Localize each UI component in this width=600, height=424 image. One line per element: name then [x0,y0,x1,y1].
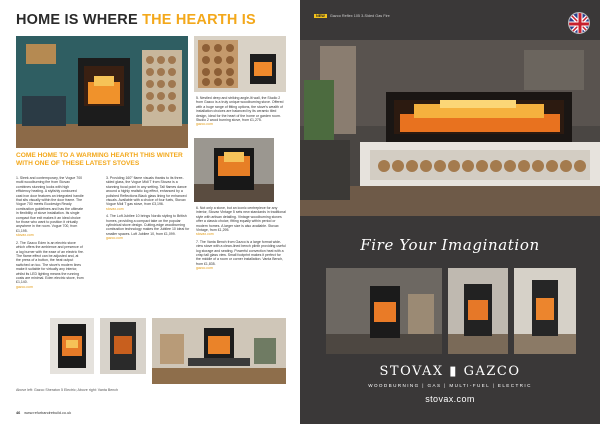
subheading: COME HOME TO A WARMING HEARTH THIS WINTER WITH ONE OF THESE LATEST STOVES [16,152,183,167]
footer-url[interactable]: www.refurbandrebuild.co.uk [24,411,72,415]
item-7-text: 7. The Vanta Bench from Gazco is a large format wide-view stove with a clean-lined bench plinth providing useful log storage and seating. Powerful convection heat with a crisp tall glass view. Small footprint makes it perfect for the middle of a room or corner installation. Vanta Bench, from £1,835. [196,239,286,266]
item-5-text: 5. Nestled deep and striking angle-lit wall, the Studio 2 from Gazco is a truly unique woodburning stove. Offered with a huge range of fitting options, the stove's wealth of installation choices are balanced by its ceramic tiled design, ideal for the heart of the home or garden room. Studio 2 wood burning stove, from £1,275. [196,96,284,123]
fuel-types: WOODBURNING | GAS | MULTI-FUEL | ELECTRIC [368,383,532,388]
item-3 [106,176,190,211]
text-column-2 [106,176,190,244]
new-badge: NEW [316,14,325,18]
item-2-link[interactable]: gazco.com [16,284,33,289]
page-number: 46 [16,411,21,415]
item-6-text: 6. Not only a stove, but an iconic centrepiece for any interior, Stovax Vintage 5 sets new standards in traditional style with artisan detailing. Vintage woodburning stoves offer a classic choice, fitting equally within period or modern homes. A larger size is also available. Stovax Vintage, from £1,295. [196,206,286,233]
right-page-advert [300,0,600,424]
item-7-link[interactable]: gazco.com [196,266,213,271]
item-2 [16,241,84,289]
item-7 [196,240,286,271]
item-4 [106,214,190,240]
advert-thumb-1 [326,268,442,354]
advert-brand-block [300,364,600,404]
photo-caption: Above left: Gazco Sheraton 5 Electric; Above right: Vanta Bench [16,388,119,392]
brand-url[interactable]: stovax.com [425,394,475,404]
item-5 [196,96,286,127]
text-column-3 [196,96,286,130]
text-column-4 [196,206,286,274]
item-1-text: 1. Sleek and contemporary, the Vogue 700 multi woodburning fire from Stovax combines stunning looks with high efficiency heating. A stylishly contoured cast iron door features an integrated handle that sits visually within the door frame. The Vogue 700 meets Ecodesign Ready combustion guidelines and has the ultimate in flexibility of stove installation. Its single compact flue exit makes it an ideal choice for those who want to position it virtually anywhere in the room. Vogue 700, from £1,195. [16,176,84,233]
photo-midi-t-stove [194,138,274,202]
headline-accent: THE HEARTH IS [142,12,256,28]
page-footer [16,411,71,415]
page-headline [16,12,256,28]
advert-thumb-2 [448,268,508,354]
union-flag-icon [568,12,590,34]
stovax-gazco-logo: STOVAX ▮ GAZCO [379,364,521,379]
photo-eden-electric [50,318,94,374]
item-3-text: 3. Providing 160° flame visuals thanks to its three-sided glass, the Vogue Midi T from Stovax is a stunning focal point in any setting. Tall flames dance around a highly realistic log effect, enhanced by a polished Reflections Black glass lining for enhanced visuals. Available with a choice of four fuels, Stovax Vogue Midi T gas stove, from £3,196. [106,176,187,207]
item-1 [16,176,84,238]
item-6 [196,206,286,237]
advert-thumb-3 [514,268,576,354]
headline-main: HOME IS WHERE [16,12,143,28]
photo-vanta-bench [152,318,286,384]
advert-product-name: Gazco Reflex 105 3-Sided Gas Fire [329,14,390,18]
item-6-link[interactable]: stovax.com [196,232,214,237]
advert-tagline: Fire Your Imagination [360,236,540,254]
item-3-link[interactable]: stovax.com [106,206,124,211]
item-4-link[interactable]: gazco.com [106,236,123,241]
item-4-text: 4. The Loft Jubilee 10 brings Nordic styling to British homes, providing a compact take on the popular cylindrical stove design. Cutting-edge woodburning combustion technology makes the Jubilee 10 ideal for smaller spaces. Loft Jubilee 10, from £1,099. [106,214,190,236]
advert-hero-image [300,40,600,216]
item-1-link[interactable]: stovax.com [16,233,34,238]
item-2-text: 2. The Gazco Eden is an electric stove which offers the ambience and presence of a log burner with the ease of an electric fire. The flame effect can be adjusted and, at the press of a button, the heat output switched on too. The stove's modern lines make it suitable for virtually any interior, whilst its LED lighting means the running costs are minimal. Eden electric stove, from £1,140. [16,240,84,285]
photo-log-wall [194,36,286,92]
photo-vogue-stove [16,36,188,148]
text-column-1 [16,176,84,292]
advert-product-label [314,14,390,18]
item-5-link[interactable]: gazco.com [196,122,213,127]
photo-jubilee-stove [100,318,146,374]
